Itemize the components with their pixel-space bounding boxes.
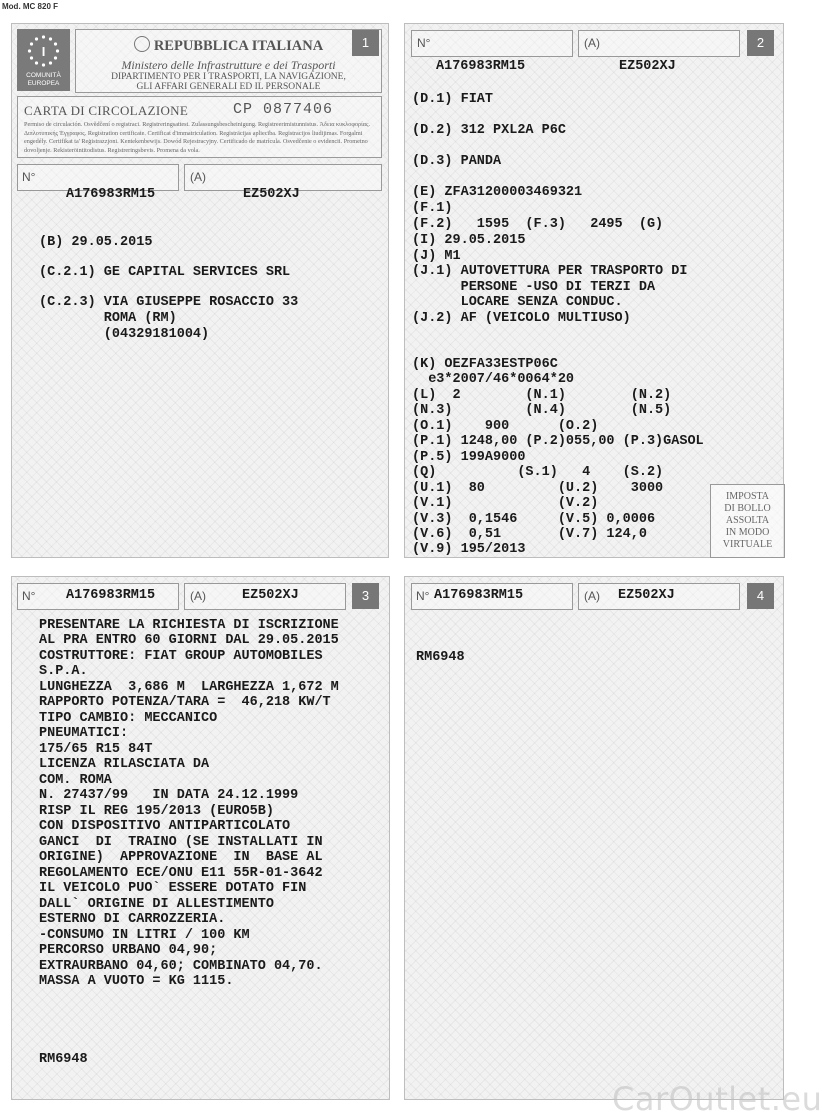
field-v1: (V.1) (V.2) (412, 496, 599, 511)
plate-box (578, 30, 740, 57)
stamp-line-2: DI BOLLO (724, 503, 771, 514)
svg-text:I: I (41, 44, 46, 59)
stamp-line-3: ASSOLTA (725, 515, 770, 526)
field-j1: (J.1) AUTOVETTURA PER TRASPORTO DI (412, 264, 688, 279)
a-label: (A) (190, 589, 206, 603)
department-line-2: GLI AFFARI GENERALI ED IL PERSONALE (136, 82, 321, 92)
note-line-10: LICENZA RILASCIATA DA (39, 757, 210, 772)
eu-label-line2: EUROPEA (27, 80, 60, 87)
field-d1: (D.1) FIAT (412, 92, 494, 107)
document-title-box (17, 96, 382, 158)
registration-number-value: A176983RM15 (66, 588, 156, 603)
registration-number-box (411, 30, 573, 57)
field-f1: (F.1) (412, 201, 453, 216)
registration-number-value: A176983RM15 (66, 187, 156, 202)
department-line-1: DIPARTIMENTO PER I TRASPORTI, LA NAVIGAZIONE, (111, 72, 346, 82)
n-label: N° (417, 36, 431, 50)
a-label: (A) (190, 170, 206, 184)
a-label: (A) (584, 589, 600, 603)
note-line-23: EXTRAURBANO 04,60; COMBINATO 04,70. (39, 959, 323, 974)
plate-value: EZ502XJ (242, 588, 299, 603)
note-line-7: TIPO CAMBIO: MECCANICO (39, 711, 218, 726)
stamp-line-1: IMPOSTA (725, 491, 770, 502)
field-q: (Q) (S.1) 4 (S.2) (412, 465, 664, 480)
field-k: (K) OEZFA33ESTP06C (412, 357, 558, 372)
note-line-15: GANCI DI TRAINO (SE INSTALLATI IN (39, 835, 323, 850)
field-k-line2: e3*2007/46*0064*20 (412, 372, 575, 387)
page-number-badge: 4 (747, 583, 774, 609)
page-1-panel (11, 23, 389, 558)
note-line-12: N. 27437/99 IN DATA 24.12.1999 (39, 788, 299, 803)
stamp-line-4: IN MODO (725, 527, 770, 538)
page-number-badge: 1 (352, 30, 379, 56)
eu-flag-emblem (17, 29, 70, 91)
stamp-line-5: VIRTUALE (722, 539, 773, 550)
note-line-8: PNEUMATICI: (39, 726, 129, 741)
note-line-1: PRESENTARE LA RICHIESTA DI ISCRIZIONE (39, 618, 339, 633)
field-c23-city: ROMA (RM) (39, 311, 177, 326)
eu-label-line1: COMUNITÀ (26, 72, 61, 79)
field-u1: (U.1) 80 (U.2) 3000 (412, 481, 664, 496)
field-v9: (V.9) 195/2013 (412, 542, 526, 557)
field-d3: (D.3) PANDA (412, 154, 502, 169)
field-p1: (P.1) 1248,00 (P.2)055,00 (P.3)GASOL (412, 434, 704, 449)
registration-number-value: A176983RM15 (434, 588, 524, 603)
field-j: (J) M1 (412, 249, 461, 264)
field-j1-line2: PERSONE -USO DI TERZI DA (412, 280, 656, 295)
note-line-6: RAPPORTO POTENZA/TARA = 46,218 KW/T (39, 695, 331, 710)
field-j1-line3: LOCARE SENZA CONDUC. (412, 295, 623, 310)
site-watermark: CarOutlet.eu (612, 1080, 822, 1118)
republic-emblem-icon (134, 36, 150, 52)
field-f2: (F.2) 1595 (F.3) 2495 (G) (412, 217, 664, 232)
note-line-14: CON DISPOSITIVO ANTIPARTICOLATO (39, 819, 291, 834)
n-label: N° (22, 589, 36, 603)
field-e: (E) ZFA31200003469321 (412, 185, 583, 200)
page-3-panel (11, 576, 390, 1100)
ministry-title: Ministero delle Infrastrutture e dei Trasporti (121, 58, 336, 72)
note-line-22: PERCORSO URBANO 04,90; (39, 943, 218, 958)
republic-title (76, 36, 381, 55)
ministry-header (75, 29, 382, 93)
registration-number-value: A176983RM15 (436, 59, 526, 74)
field-n3: (N.3) (N.4) (N.5) (412, 403, 672, 418)
field-o1: (O.1) 900 (O.2) (412, 419, 599, 434)
n-label: N° (416, 589, 430, 603)
cut-off-code: RM6948 (39, 1052, 88, 1067)
field-p5: (P.5) 199A9000 (412, 450, 526, 465)
field-c21: (C.2.1) GE CAPITAL SERVICES SRL (39, 265, 291, 280)
field-d2: (D.2) 312 PXL2A P6C (412, 123, 566, 138)
multilingual-title-list: Permiso de circulación. Osvědčení o registraci. Registreringsattest. Zulassungsbescheinigung. Registreerimistunnistus. Άδεια κυκλοφορίας. Διπλοτυπικής Έγγραφος. Registration certificate. Certificat d'immatriculation. Registrācijas apliecība. Registracijos liudijimas. Forgalmi engedély. Certifikat ta' Reġistrazzjoni. Kentekenbewijs. Dowód Rejestracyjny. Certificado de matrícula. Osvedčenie o evidencii. Prometno dovoljenje. Rekisteröintitodistus. Registreringsbevis. Promena da vola. (24, 121, 371, 154)
field-c23: (C.2.3) VIA GIUSEPPE ROSACCIO 33 (39, 295, 299, 310)
note-line-20: ESTERNO DI CARROZZERIA. (39, 912, 226, 927)
note-line-18: IL VEICOLO PUO` ESSERE DOTATO FIN (39, 881, 307, 896)
note-line-21: -CONSUMO IN LITRI / 100 KM (39, 928, 250, 943)
field-b: (B) 29.05.2015 (39, 235, 153, 250)
a-label: (A) (584, 36, 600, 50)
field-v6: (V.6) 0,51 (V.7) 124,0 (412, 527, 647, 542)
page-2-panel (404, 23, 784, 558)
note-line-3: COSTRUTTORE: FIAT GROUP AUTOMOBILES (39, 649, 323, 664)
document-serial: CP 0877406 (233, 101, 334, 118)
note-line-13: RISP IL REG 195/2013 (EURO5B) (39, 804, 274, 819)
registry-code: RM6948 (416, 650, 465, 665)
field-j2: (J.2) AF (VEICOLO MULTIUSO) (412, 311, 631, 326)
note-line-5: LUNGHEZZA 3,686 M LARGHEZZA 1,672 M (39, 680, 339, 695)
field-l: (L) 2 (N.1) (N.2) (412, 388, 672, 403)
form-reference: Mod. MC 820 F (2, 2, 59, 11)
note-line-11: COM. ROMA (39, 773, 112, 788)
stamp-duty-box (710, 484, 785, 558)
page-number-badge: 3 (352, 583, 379, 609)
note-line-24: MASSA A VUOTO = KG 1115. (39, 974, 234, 989)
plate-value: EZ502XJ (243, 187, 300, 202)
note-line-16: ORIGINE) APPROVAZIONE IN BASE AL (39, 850, 323, 865)
n-label: N° (22, 170, 36, 184)
plate-value: EZ502XJ (619, 59, 676, 74)
page-number-badge: 2 (747, 30, 774, 56)
plate-value: EZ502XJ (618, 588, 675, 603)
note-line-2: AL PRA ENTRO 60 GIORNI DAL 29.05.2015 (39, 633, 339, 648)
republic-text: REPUBBLICA ITALIANA (153, 38, 324, 54)
note-line-17: REGOLAMENTO ECE/ONU E11 55R-01-3642 (39, 866, 323, 881)
cut-off-code-clip (39, 1052, 119, 1067)
document-title: CARTA DI CIRCOLAZIONE (24, 103, 189, 118)
field-i: (I) 29.05.2015 (412, 233, 526, 248)
note-line-9: 175/65 R15 84T (39, 742, 153, 757)
page-4-panel (404, 576, 784, 1100)
field-v3: (V.3) 0,1546 (V.5) 0,0006 (412, 512, 656, 527)
note-line-19: DALL` ORIGINE DI ALLESTIMENTO (39, 897, 274, 912)
field-c23-code: (04329181004) (39, 327, 210, 342)
note-line-4: S.P.A. (39, 664, 88, 679)
